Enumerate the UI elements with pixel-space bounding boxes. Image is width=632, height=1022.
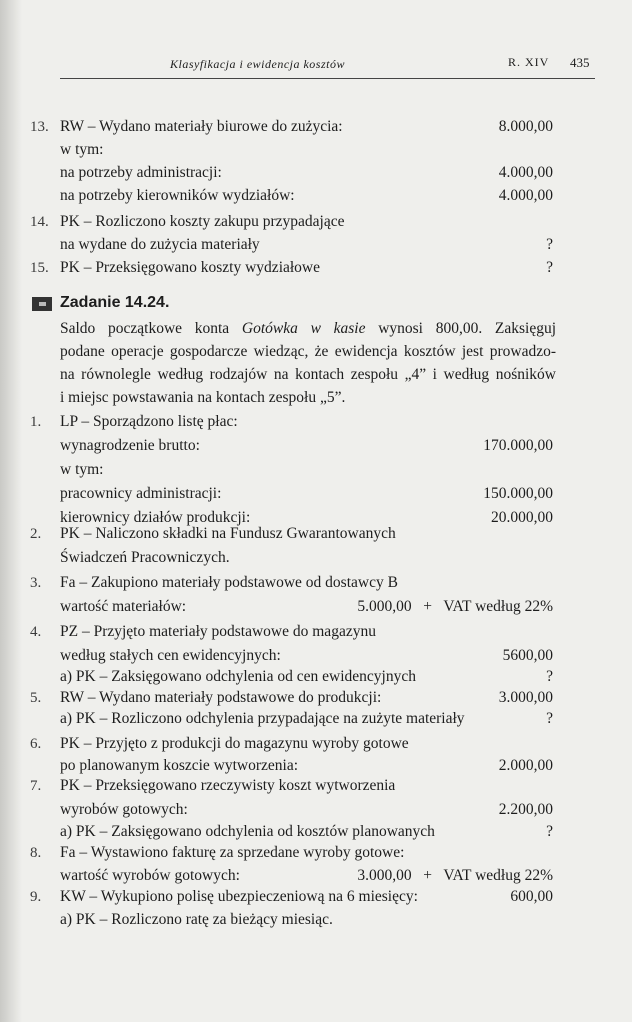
item-line-value: 5600,00: [502, 647, 553, 664]
item-number: 2.: [30, 526, 42, 542]
header-title: Klasyfikacja i ewidencja kosztów: [170, 57, 345, 71]
item-line-text: a) PK – Rozliczono ratę za bieżący miesiąc.: [60, 911, 333, 928]
item-line-value: ?: [546, 710, 553, 727]
item-number: 9.: [30, 889, 42, 905]
item-number: 1.: [30, 414, 42, 430]
task-intro-line: Saldo początkowe konta Gotówka w kasie wynosi 800,00. Zaksięguj: [60, 320, 557, 337]
page-number: 435: [570, 55, 590, 70]
item-line-text: Fa – Zakupiono materiały podstawowe od dostawcy B: [60, 574, 398, 591]
item-line-text: według stałych cen ewidencyjnych:: [60, 647, 281, 664]
item-line-text: wartość materiałów:: [60, 598, 187, 615]
item-line-value: 600,00: [510, 888, 553, 905]
item-line-value: 3.000,00 + VAT według 22%: [357, 867, 553, 884]
item-line-text: kierownicy działów produkcji:: [60, 509, 251, 526]
item-line-text: a) PK – Zaksięgowano odchylenia od kosztów planowanych: [60, 823, 435, 840]
prev-line-value: ?: [546, 259, 553, 276]
item-line-text: Fa – Wystawiono fakturę za sprzedane wyroby gotowe:: [60, 844, 405, 861]
item-line-text: wartość wyrobów gotowych:: [60, 867, 240, 884]
task-intro-line: podane operacje gospodarcze wiedząc, że ewidencja kosztów jest prowadzo-: [60, 343, 556, 360]
prev-number: 15.: [30, 260, 49, 276]
item-line-text: PZ – Przyjęto materiały podstawowe do magazynu: [60, 623, 376, 640]
item-line-text: PK – Przyjęto z produkcji do magazynu wyroby gotowe: [60, 735, 409, 752]
item-line-text: RW – Wydano materiały podstawowe do produkcji:: [60, 689, 382, 706]
task-marker-icon: [32, 297, 52, 311]
prev-line-text: PK – Rozliczono koszty zakupu przypadające: [60, 213, 345, 230]
item-line-text: pracownicy administracji:: [60, 485, 222, 502]
prev-line-value: 8.000,00: [498, 118, 553, 135]
item-number: 4.: [30, 624, 42, 640]
item-line-text: po planowanym koszcie wytworzenia:: [60, 757, 299, 774]
item-line-value: 5.000,00 + VAT według 22%: [357, 598, 553, 615]
item-line-value: ?: [546, 823, 553, 840]
item-line-value: 2.000,00: [498, 757, 553, 774]
prev-line-text: PK – Przeksięgowano koszty wydziałowe: [60, 259, 321, 276]
item-number: 8.: [30, 845, 42, 861]
item-number: 7.: [30, 778, 42, 794]
item-line-text: w tym:: [60, 461, 104, 478]
item-number: 5.: [30, 690, 42, 706]
prev-line-text: na potrzeby kierowników wydziałów:: [60, 187, 295, 204]
running-header: [60, 52, 595, 72]
item-line-text: PK – Przeksięgowano rzeczywisty koszt wytworzenia: [60, 777, 396, 794]
item-line-value: ?: [546, 668, 553, 685]
item-number: 3.: [30, 575, 42, 591]
page-edge-shadow: [0, 0, 22, 1022]
item-line-value: 150.000,00: [483, 485, 553, 502]
item-line-text: a) PK – Zaksięgowano odchylenia od cen ewidencyjnych: [60, 668, 416, 685]
item-line-value: 20.000,00: [491, 509, 553, 526]
item-line-value: 2.200,00: [498, 801, 553, 818]
header-rule: [60, 78, 595, 79]
prev-line-value: 4.000,00: [498, 187, 553, 204]
item-line-text: PK – Naliczono składki na Fundusz Gwarantowanych: [60, 525, 396, 542]
prev-line-text: na wydane do zużycia materiały: [60, 236, 260, 253]
item-line-text: LP – Sporządzono listę płac:: [60, 413, 238, 430]
item-line-text: Świadczeń Pracowniczych.: [60, 549, 230, 566]
prev-line-value: ?: [546, 236, 553, 253]
task-title: Zadanie 14.24.: [60, 294, 170, 311]
item-number: 6.: [30, 736, 42, 752]
item-line-text: wynagrodzenie brutto:: [60, 437, 200, 454]
item-line-text: wyrobów gotowych:: [60, 801, 188, 818]
item-line-value: 170.000,00: [483, 437, 553, 454]
prev-line-text: RW – Wydano materiały biurowe do zużycia:: [60, 118, 343, 135]
task-intro-line: na równolegle według rodzajów na kontach zespołu „4” i według nośników: [60, 366, 556, 383]
item-line-value: 3.000,00: [498, 689, 553, 706]
prev-line-value: 4.000,00: [498, 164, 553, 181]
prev-number: 14.: [30, 214, 49, 230]
header-chapter: R. XIV: [508, 55, 550, 69]
prev-number: 13.: [30, 119, 49, 135]
prev-line-text: w tym:: [60, 141, 104, 158]
prev-line-text: na potrzeby administracji:: [60, 164, 222, 181]
task-intro-line: i miejsc powstawania na kontach zespołu „5”.: [60, 389, 346, 406]
item-line-text: a) PK – Rozliczono odchylenia przypadające na zużyte materiały: [60, 710, 465, 727]
item-line-text: KW – Wykupiono polisę ubezpieczeniową na 6 miesięcy:: [60, 888, 418, 905]
